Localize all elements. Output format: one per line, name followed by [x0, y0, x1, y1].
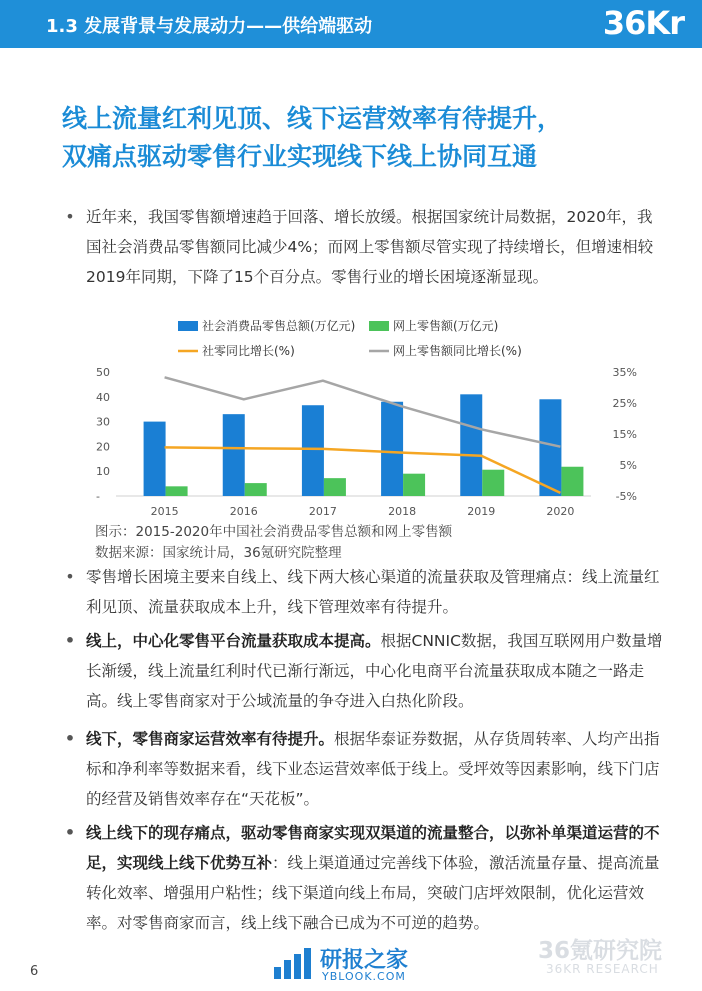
x-tick-label: 2018: [388, 505, 417, 518]
page-title-line-2: 双痛点驱动零售行业实现线下线上协同互通: [62, 142, 538, 171]
bullet-icon: •: [64, 631, 76, 650]
paragraph-2: [65, 562, 666, 622]
source-caption: 数据来源：国家统计局，36氪研究院整理: [95, 545, 342, 561]
legend-label-online-retail: 网上零售额(万亿元): [393, 319, 499, 333]
36kr-research-watermark-en: 36KR RESEARCH: [546, 962, 659, 976]
yblook-watermark: [272, 945, 462, 985]
bar-total-retail-2016: [223, 414, 245, 496]
paragraph-5-lead: 线上线下的现存痛点，驱动零售商家实现双渠道的流量整合，以弥补单渠道运营的不足，实现线上线下优势互补: [86, 824, 660, 872]
bullet-icon: •: [64, 729, 76, 748]
right-tick-label: 35%: [612, 366, 637, 379]
left-axis: [96, 366, 110, 503]
bar-online-retail-2015: [166, 486, 188, 496]
bar-total-retail-2019: [460, 394, 482, 496]
paragraph-3: [64, 626, 666, 716]
legend-label-total-growth: 社零同比增长(%): [202, 344, 295, 358]
paragraph-5: [64, 818, 666, 938]
left-tick-label: -: [96, 490, 100, 503]
legend-label-online-growth: 网上零售额同比增长(%): [393, 344, 522, 358]
bullet-icon: •: [64, 823, 76, 842]
bar-online-retail-2016: [245, 483, 267, 496]
right-tick-label: 25%: [612, 397, 637, 410]
paragraph-4: [64, 724, 666, 814]
x-tick-label: 2020: [546, 505, 575, 518]
right-tick-label: 5%: [619, 459, 637, 472]
paragraph-4-lead: 线下，零售商家运营效率有待提升。: [86, 730, 335, 748]
left-tick-label: 20: [96, 440, 110, 454]
paragraph-1: [65, 202, 666, 292]
bar-online-retail-2018: [403, 474, 425, 496]
bar-total-retail-2020: [539, 399, 561, 496]
legend-label-total-retail: 社会消费品零售总额(万亿元): [202, 319, 356, 333]
36kr-research-watermark: 36氪研究院: [538, 938, 663, 964]
left-tick-label: 30: [96, 415, 110, 429]
bar-total-retail-2017: [302, 405, 324, 496]
page-number: 6: [30, 964, 39, 979]
figure-caption: 图示：2015-2020年中国社会消费品零售总额和网上零售额: [95, 524, 453, 540]
x-tick-label: 2019: [467, 505, 496, 518]
paragraph-3-text: 根据CNNIC数据，我国互联网用户数量增长渐缓，线上流量红利时代已渐行渐远，中心化电商平台流量获取成本随之一路走高。线上零售商家对于公域流量的争夺进入白热化阶段。: [86, 632, 663, 710]
legend-swatch-online-retail: [369, 321, 389, 331]
left-tick-label: 40: [96, 390, 110, 404]
legend-swatch-total-retail: [178, 321, 198, 331]
paragraph-4-text: 根据华泰证券数据，从存货周转率、人均产出指标和净利率等数据来看，线下业态运营效率低于线上。受坪效等因素影响，线下门店的经营及销售效率存在“天花板”。: [86, 730, 660, 808]
chart-legend: [178, 318, 522, 358]
yblook-watermark-cn: 研报之家: [320, 948, 409, 973]
bar-online-retail-2020: [561, 467, 583, 496]
bar-online-retail-2017: [324, 478, 346, 496]
left-tick-label: 10: [96, 465, 110, 479]
bar-chart-logo-icon: [272, 945, 314, 981]
paragraph-1-text: 近年来，我国零售额增速趋于回落、增长放缓。根据国家统计局数据，2020年，我国社会消费品零售额同比减少4%；而网上零售额尽管实现了持续增长，但增速相较2019年同期，下降了15个百分点。零售行业的增长困境逐渐显现。: [86, 208, 654, 286]
x-tick-label: 2017: [308, 505, 337, 518]
bar-online-retail-2019: [482, 470, 504, 496]
section-title: 1.3 发展背景与发展动力——供给端驱动: [46, 16, 373, 37]
paragraph-3-lead: 线上，中心化零售平台流量获取成本提高。: [86, 632, 381, 650]
page-title-line-1: 线上流量红利见顶、线下运营效率有待提升，: [62, 104, 563, 133]
bar-total-retail-2015: [144, 422, 166, 496]
left-tick-label: 50: [96, 366, 110, 379]
paragraph-2-text: 零售增长困境主要来自线上、线下两大核心渠道的流量获取及管理痛点：线上流量红利见顶、流量获取成本上升，线下管理效率有待提升。: [86, 568, 660, 616]
page-title: [62, 100, 662, 176]
chart-svg: [86, 312, 656, 522]
right-tick-label: 15%: [612, 428, 637, 441]
right-axis: [613, 366, 637, 503]
bullet-icon: •: [65, 207, 75, 226]
retail-sales-chart: [86, 312, 656, 522]
x-tick-label: 2016: [229, 505, 258, 518]
header-bar: [0, 0, 702, 48]
36kr-logo: 36Kr: [602, 4, 684, 42]
bars: [144, 394, 584, 496]
yblook-watermark-en: YBLOOK.COM: [322, 970, 406, 983]
bullet-icon: •: [65, 567, 75, 586]
paragraph-5-text: ：线上渠道通过完善线下体验，激活流量存量、提高流量转化效率、增强用户粘性；线下渠道向线上布局，突破门店坪效限制，优化运营效率。对零售商家而言，线上线下融合已成为不可逆的趋势。: [86, 854, 660, 932]
right-tick-label: -5%: [615, 490, 637, 503]
x-tick-label: 2015: [150, 505, 179, 518]
bar-total-retail-2018: [381, 402, 403, 496]
x-axis: [151, 505, 575, 518]
